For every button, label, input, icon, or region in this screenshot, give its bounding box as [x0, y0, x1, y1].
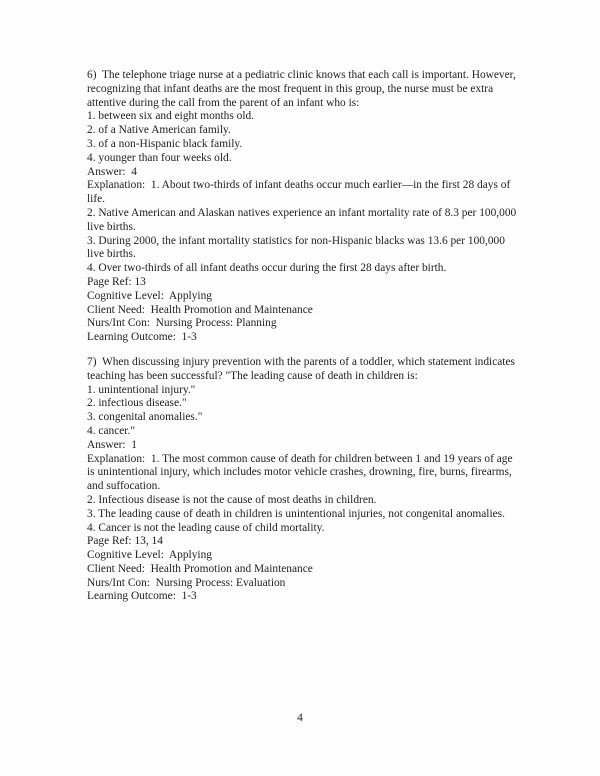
question-6-block: [87, 69, 519, 345]
question-6-option-2: 2. of a Native American family.: [87, 124, 231, 137]
question-7-explanation-1: Explanation: 1. The most common cause of death for children between 1 and 19 years of age is unintentional injury, which includes motor vehicle crashes, drowning, fire, burns, firearms, and suffocation.: [87, 452, 516, 493]
question-7-cognitive-level: Cognitive Level: Applying: [87, 549, 212, 562]
question-6-page-ref: Page Ref: 13: [87, 275, 146, 288]
question-6-answer: Answer: 4: [87, 165, 137, 178]
question-6-learning-outcome: Learning Outcome: 1-3: [87, 331, 197, 344]
question-7-explanation-2: 2. Infectious disease is not the cause of most deaths in children.: [87, 493, 377, 506]
question-7-option-1: 1. unintentional injury.": [87, 383, 196, 396]
question-7-answer: Answer: 1: [87, 438, 137, 451]
question-6-option-4: 4. younger than four weeks old.: [87, 151, 232, 164]
page-number: 4: [297, 712, 303, 724]
question-6-client-need: Client Need: Health Promotion and Maintenance: [87, 303, 313, 316]
question-6-explanation-1: Explanation: 1. About two-thirds of infant deaths occur much earlier—in the first 28 days of life.: [87, 179, 514, 206]
question-6-option-1: 1. between six and eight months old.: [87, 110, 255, 123]
question-7-nurs-int-con: Nurs/Int Con: Nursing Process: Evaluation: [87, 576, 286, 589]
question-6-option-3: 3. of a non-Hispanic black family.: [87, 137, 243, 150]
question-7-stem: 7) When discussing injury prevention with the parents of a toddler, which statement indicates teaching has been successful? "The leading cause of death in children is:: [87, 355, 518, 382]
question-6-stem: 6) The telephone triage nurse at a pediatric clinic knows that each call is important. However, recognizing that infant deaths are the most frequent in this group, the nurse must be extra attentive during the call from the parent of an infant who is:: [87, 69, 519, 109]
question-6-explanation-4: 4. Over two-thirds of all infant deaths occur during the first 28 days after birth.: [87, 262, 447, 275]
document-text-body: [87, 69, 519, 604]
question-6-explanation-3: 3. During 2000, the infant mortality statistics for non-Hispanic blacks was 13.6 per 100,000 live births.: [87, 234, 508, 261]
question-6-nurs-int-con: Nurs/Int Con: Nursing Process: Planning: [87, 317, 277, 330]
question-7-option-2: 2. infectious disease.": [87, 397, 187, 410]
question-6-cognitive-level: Cognitive Level: Applying: [87, 289, 212, 302]
question-7-explanation-4: 4. Cancer is not the leading cause of child mortality.: [87, 521, 325, 534]
question-7-option-4: 4. cancer.": [87, 424, 135, 437]
question-7-block: [87, 356, 519, 604]
question-7-page-ref: Page Ref: 13, 14: [87, 535, 163, 548]
question-6-explanation-2: 2. Native American and Alaskan natives experience an infant mortality rate of 8.3 per 100,000 live births.: [87, 206, 520, 233]
question-7-learning-outcome: Learning Outcome: 1-3: [87, 590, 197, 603]
question-7-explanation-3: 3. The leading cause of death in children is unintentional injuries, not congenital anomalies.: [87, 507, 505, 520]
question-7-client-need: Client Need: Health Promotion and Maintenance: [87, 562, 313, 575]
question-7-option-3: 3. congenital anomalies.": [87, 411, 203, 424]
